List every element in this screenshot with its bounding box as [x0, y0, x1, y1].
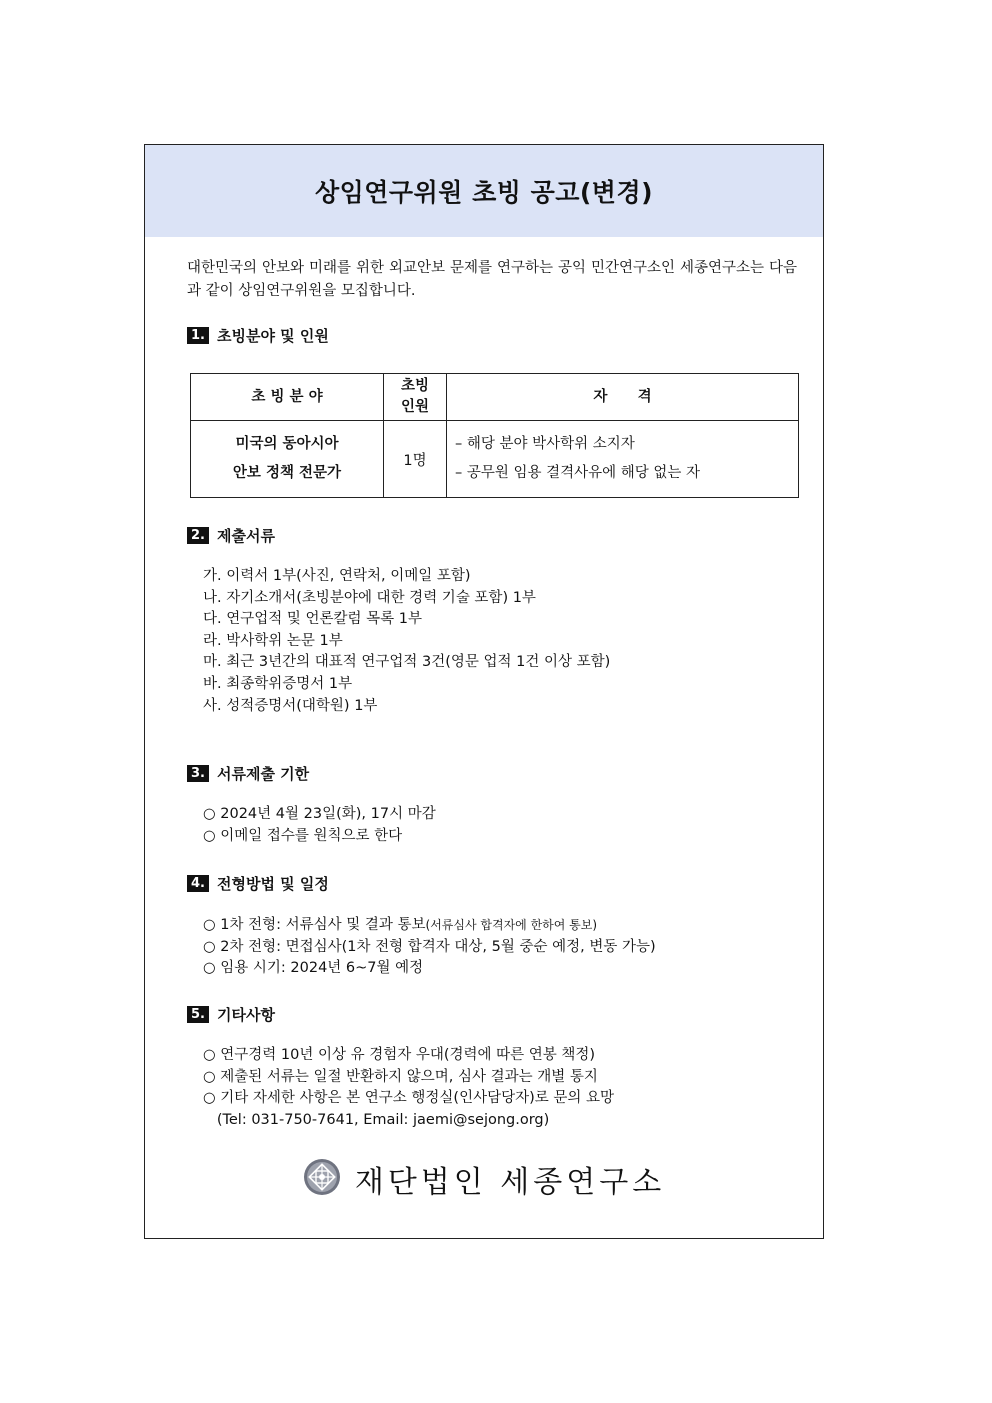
cell-count: 1명 [384, 421, 447, 498]
section-1-heading [187, 325, 329, 346]
page-title: 상임연구위원 초빙 공고(변경) [314, 178, 654, 207]
list-item: ○ 2024년 4월 23일(화), 17시 마감 [203, 806, 436, 822]
list-item: 다. 연구업적 및 언론칼럼 목록 1부 [203, 611, 422, 628]
section-number: 3. [187, 765, 209, 782]
list-item: (Tel: 031-750-7641, Email: jaemi@sejong.org) [203, 1111, 550, 1128]
section-title: 전형방법 및 일정 [217, 875, 329, 893]
section-3-heading [187, 763, 309, 784]
table-row [191, 421, 799, 498]
list-item: 나. 자기소개서(초빙분야에 대한 경력 기술 포함) 1부 [203, 589, 536, 606]
section-2-heading [187, 525, 275, 546]
list-item: 가. 이력서 1부(사진, 연락처, 이메일 포함) [203, 568, 471, 584]
screening-note: (서류심사 합격자에 한하여 통보) [425, 918, 598, 932]
section-5-heading [187, 1004, 275, 1025]
header-count: 초빙 인원 [384, 374, 447, 421]
recruitment-table [190, 373, 799, 498]
sejong-emblem-icon [303, 1158, 341, 1200]
section-title: 기타사항 [217, 1006, 275, 1024]
section-4-heading [187, 873, 329, 894]
header-qualification: 자 격 [447, 374, 799, 421]
screening-list [203, 915, 656, 980]
documents-list [203, 566, 610, 717]
list-item: 바. 최종학위증명서 1부 [203, 675, 353, 692]
list-item: ○ 1차 전형: 서류심사 및 결과 통보(서류심사 합격자에 한하여 통보) [203, 917, 598, 933]
section-number: 5. [187, 1006, 209, 1023]
notice-frame [144, 144, 824, 1239]
cell-field: 미국의 동아시아 안보 정책 전문가 [191, 421, 384, 498]
deadline-list [203, 804, 436, 847]
section-title: 서류제출 기한 [217, 765, 310, 783]
section-number: 4. [187, 875, 209, 892]
section-title: 초빙분야 및 인원 [217, 327, 329, 345]
list-item: ○ 이메일 접수를 원칙으로 한다 [203, 827, 403, 844]
header-field: 초 빙 분 야 [191, 374, 384, 421]
footer [145, 1157, 823, 1201]
list-item: ○ 연구경력 10년 이상 유 경험자 우대(경력에 따른 연봉 책정) [203, 1047, 596, 1063]
list-item: 사. 성적증명서(대학원) 1부 [203, 697, 378, 714]
section-title: 제출서류 [217, 527, 275, 545]
list-item: ○ 기타 자세한 사항은 본 연구소 행정실(인사담당자)로 문의 요망 [203, 1090, 615, 1107]
cell-qualification: – 해당 분야 박사학위 소지자 – 공무원 임용 결격사유에 해당 없는 자 [447, 421, 799, 498]
list-item: ○ 2차 전형: 면접심사(1차 전형 합격자 대상, 5월 중순 예정, 변동 가능) [203, 938, 656, 955]
section-number: 2. [187, 527, 209, 544]
organization-name: 재단법인 세종연구소 [354, 1165, 666, 1200]
etc-list [203, 1045, 614, 1131]
intro-paragraph: 대한민국의 안보와 미래를 위한 외교안보 문제를 연구하는 공익 민간연구소인 세종연구소는 다음과 같이 상임연구위원을 모집합니다. [187, 260, 797, 299]
list-item: ○ 제출된 서류는 일절 반환하지 않으며, 심사 결과는 개별 통지 [203, 1068, 598, 1085]
list-item: ○ 임용 시기: 2024년 6~7월 예정 [203, 960, 424, 977]
table-header-row [191, 374, 799, 421]
list-item: 라. 박사학위 논문 1부 [203, 632, 343, 649]
title-band [145, 145, 823, 237]
list-item: 마. 최근 3년간의 대표적 연구업적 3건(영문 업적 1건 이상 포함) [203, 654, 611, 671]
section-number: 1. [187, 327, 209, 344]
